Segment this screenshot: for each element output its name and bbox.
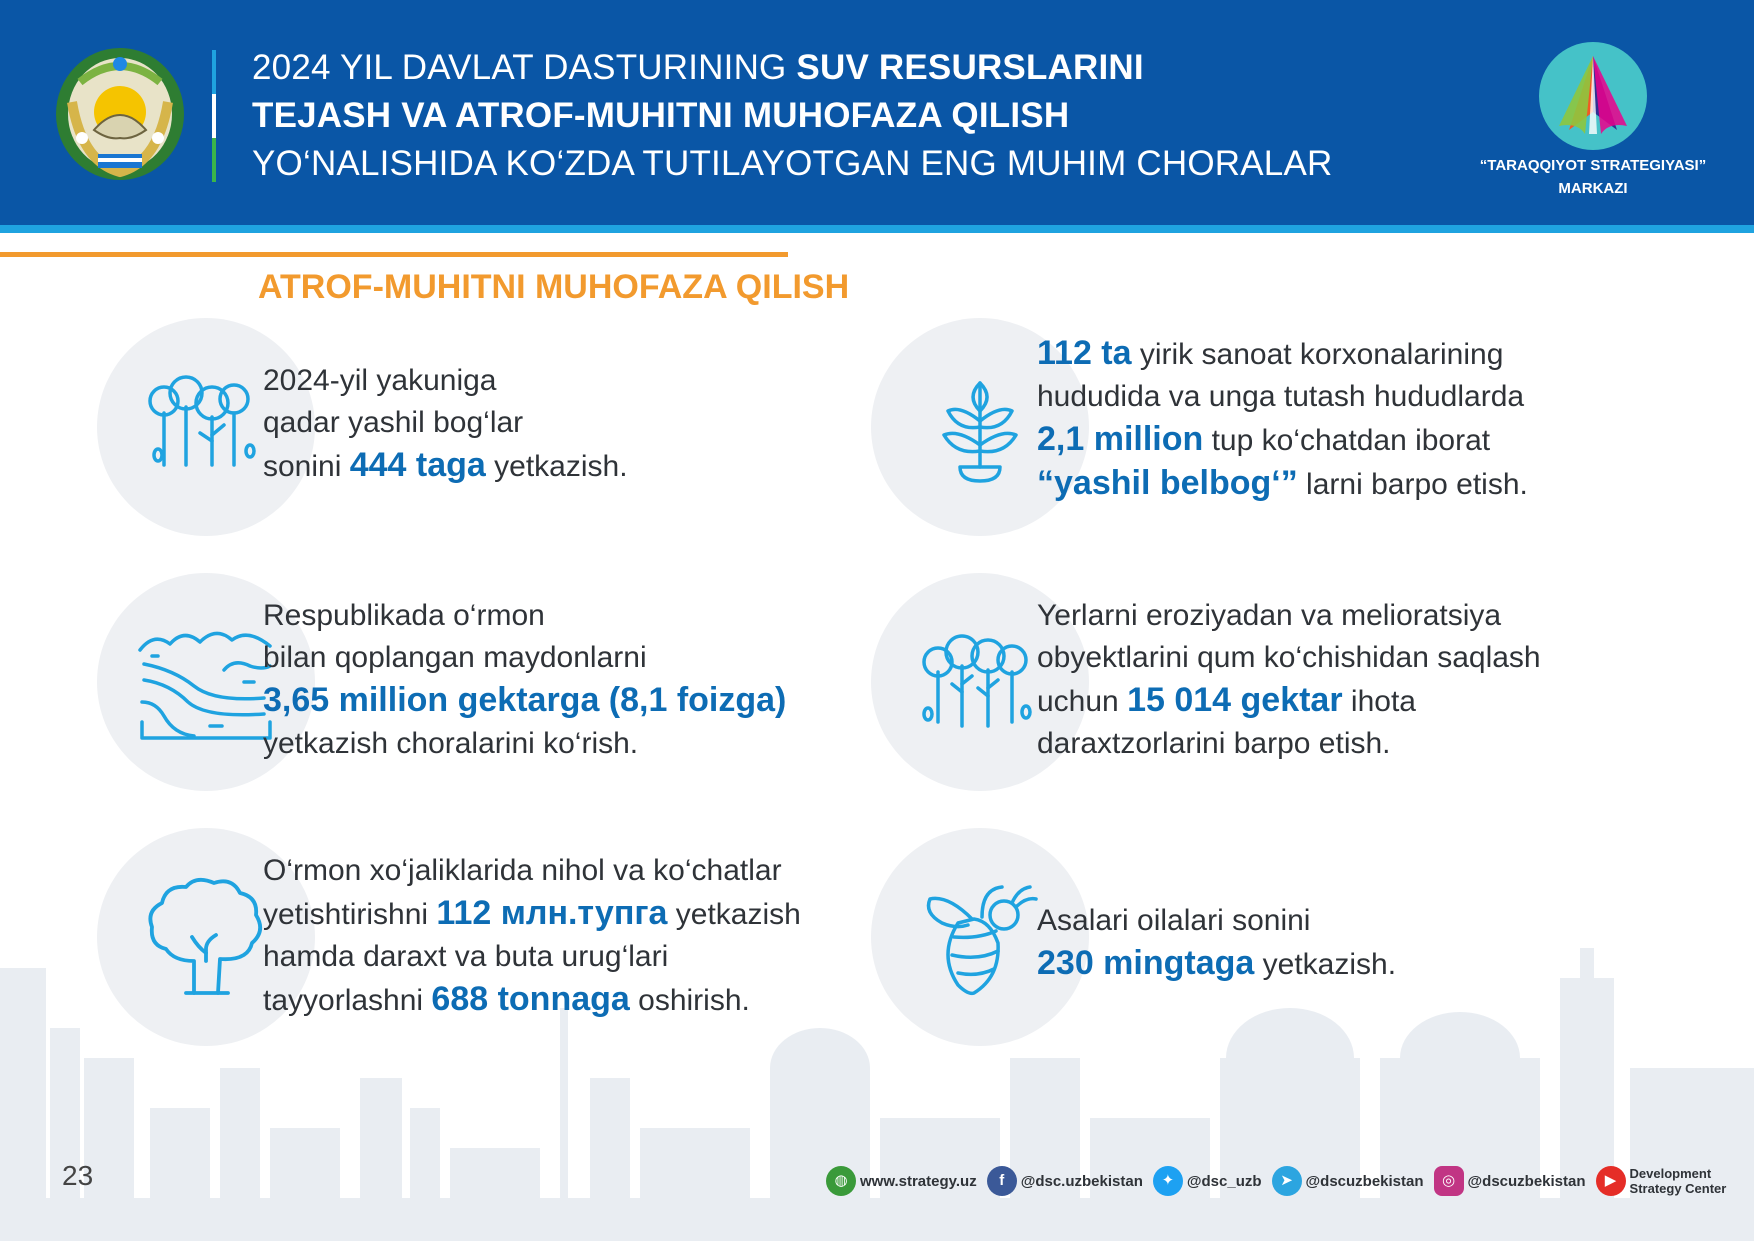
text-run: yetishtirishni [263, 898, 437, 931]
text-run: daraxtzorlarini barpo etish. [1037, 727, 1391, 760]
tree-grove-icon [908, 610, 1052, 754]
text-run: sonini [263, 450, 350, 483]
text-run: Respublikada o‘rmon [263, 599, 545, 632]
highlight-value: 112 ta [1037, 334, 1132, 372]
text-run: hamda daraxt va buta urug‘lari [263, 940, 669, 973]
item-text-line [1037, 595, 1541, 637]
telegram-link[interactable]: ➤ @dscuzbekistan [1272, 1166, 1424, 1196]
facebook-icon: f [987, 1166, 1017, 1196]
header-stripe [0, 225, 1754, 233]
social-links [826, 1164, 1726, 1198]
item-text-line [1037, 462, 1528, 506]
highlight-value: 15 014 gektar [1127, 681, 1343, 719]
item-text-line [1037, 942, 1396, 986]
text-run: oshirish. [629, 984, 750, 1017]
item-text-line [263, 402, 628, 444]
title-line-3: YO‘NALISHIDA KO‘ZDA TUTILAYOTGAN ENG MUHIM CHORALAR [252, 144, 1333, 183]
section-title: ATROF-MUHITNI MUHOFAZA QILISH [258, 268, 850, 306]
text-run: larni barpo etish. [1297, 468, 1528, 501]
text-run: yetkazish. [485, 450, 628, 483]
item-text-line [263, 360, 628, 402]
strategy-center-brand [1452, 42, 1734, 202]
park-trees-icon [134, 355, 278, 499]
youtube-icon: ▶ [1596, 1166, 1626, 1196]
item-text-line [263, 892, 801, 936]
title-line-1: 2024 YIL DAVLAT DASTURINING SUV RESURSLARINI [252, 48, 1144, 87]
item-text [1037, 900, 1396, 986]
text-run: yetkazish. [1254, 948, 1397, 981]
item-text-line [263, 444, 628, 488]
item-text [1037, 332, 1528, 506]
website-link[interactable]: ◍ www.strategy.uz [826, 1166, 977, 1196]
instagram-link[interactable]: ◎ @dscuzbekistan [1434, 1166, 1586, 1196]
item-text-line [263, 936, 801, 978]
section-rule [0, 252, 788, 257]
highlight-value: 688 tonnaga [431, 980, 630, 1018]
text-run: obyektlarini qum ko‘chishidan saqlash [1037, 641, 1541, 674]
tree-icon [134, 865, 278, 1009]
text-run: yetkazish [667, 898, 801, 931]
highlight-value: 3,65 million gektarga (8,1 foizga) [263, 681, 787, 719]
sprout-icon [908, 355, 1052, 499]
item-forest-coverage [97, 573, 857, 793]
text-run: bilan qoplangan maydonlarni [263, 641, 647, 674]
youtube-link[interactable] [1596, 1166, 1727, 1196]
text-run: uchun [1037, 685, 1128, 718]
item-text-line [1037, 679, 1541, 723]
item-text-line [1037, 723, 1541, 765]
text-run: ihota [1342, 685, 1416, 718]
globe-icon: ◍ [826, 1166, 856, 1196]
item-text [263, 595, 786, 765]
item-bee-colonies [871, 828, 1631, 1048]
highlight-value: 444 taga [349, 446, 486, 484]
item-green-parks [97, 318, 857, 538]
title-color-bar [212, 50, 216, 182]
page-title [252, 44, 1452, 188]
facebook-link[interactable]: f @dsc.uzbekistan [987, 1166, 1143, 1196]
item-text-line [263, 595, 786, 637]
item-text-line [1037, 637, 1541, 679]
item-text-line [263, 679, 786, 723]
text-run: yirik sanoat korxonalarining [1131, 338, 1504, 371]
instagram-icon: ◎ [1434, 1166, 1464, 1196]
state-emblem-icon [52, 42, 188, 182]
page-header [0, 0, 1754, 225]
highlight-value: 2,1 million [1037, 420, 1204, 458]
item-seedlings [97, 828, 857, 1048]
item-green-belts [871, 318, 1631, 538]
title-line-2: TEJASH VA ATROF-MUHITNI MUHOFAZA QILISH [252, 96, 1070, 135]
highlight-value: 230 mingtaga [1037, 944, 1255, 982]
item-text [263, 360, 628, 488]
strategy-center-name: “TARAQQIYOT STRATEGIYASI” MARKAZI [1479, 157, 1707, 197]
highlight-value: 112 млн.тупга [436, 894, 668, 932]
item-text-line [263, 850, 801, 892]
text-run: O‘rmon xo‘jaliklarida nihol va ko‘chatlar [263, 854, 782, 887]
telegram-icon: ➤ [1272, 1166, 1302, 1196]
twitter-icon: ✦ [1153, 1166, 1183, 1196]
item-text-line [1037, 376, 1528, 418]
item-text-line [263, 723, 786, 765]
text-run: Asalari oilalari sonini [1037, 904, 1311, 937]
twitter-link[interactable]: ✦ @dsc_uzb [1153, 1166, 1262, 1196]
item-text-line [1037, 418, 1528, 462]
text-run: 2024-yil yakuniga [263, 364, 497, 397]
item-text [263, 850, 801, 1022]
item-protective-forests [871, 573, 1631, 793]
text-run: tup ko‘chatdan iborat [1203, 424, 1491, 457]
page-number: 23 [62, 1160, 94, 1191]
item-text-line [263, 978, 801, 1022]
text-run: hududida va unga tutash hududlarda [1037, 380, 1525, 413]
forest-map-icon [134, 610, 278, 754]
strategy-center-logo-icon [1539, 42, 1647, 150]
text-run: qadar yashil bog‘lar [263, 406, 524, 439]
item-text-line [263, 637, 786, 679]
bee-icon [908, 865, 1052, 1009]
text-run: tayyorlashni [263, 984, 432, 1017]
item-text-line [1037, 332, 1528, 376]
item-text [1037, 595, 1541, 765]
text-run: yetkazish choralarini ko‘rish. [263, 727, 639, 760]
text-run: Yerlarni eroziyadan va melioratsiya [1037, 599, 1502, 632]
item-text-line [1037, 900, 1396, 942]
highlight-value: “yashil belbog‘” [1037, 464, 1298, 502]
dsc-name: Development Strategy Center [1629, 1166, 1727, 1196]
